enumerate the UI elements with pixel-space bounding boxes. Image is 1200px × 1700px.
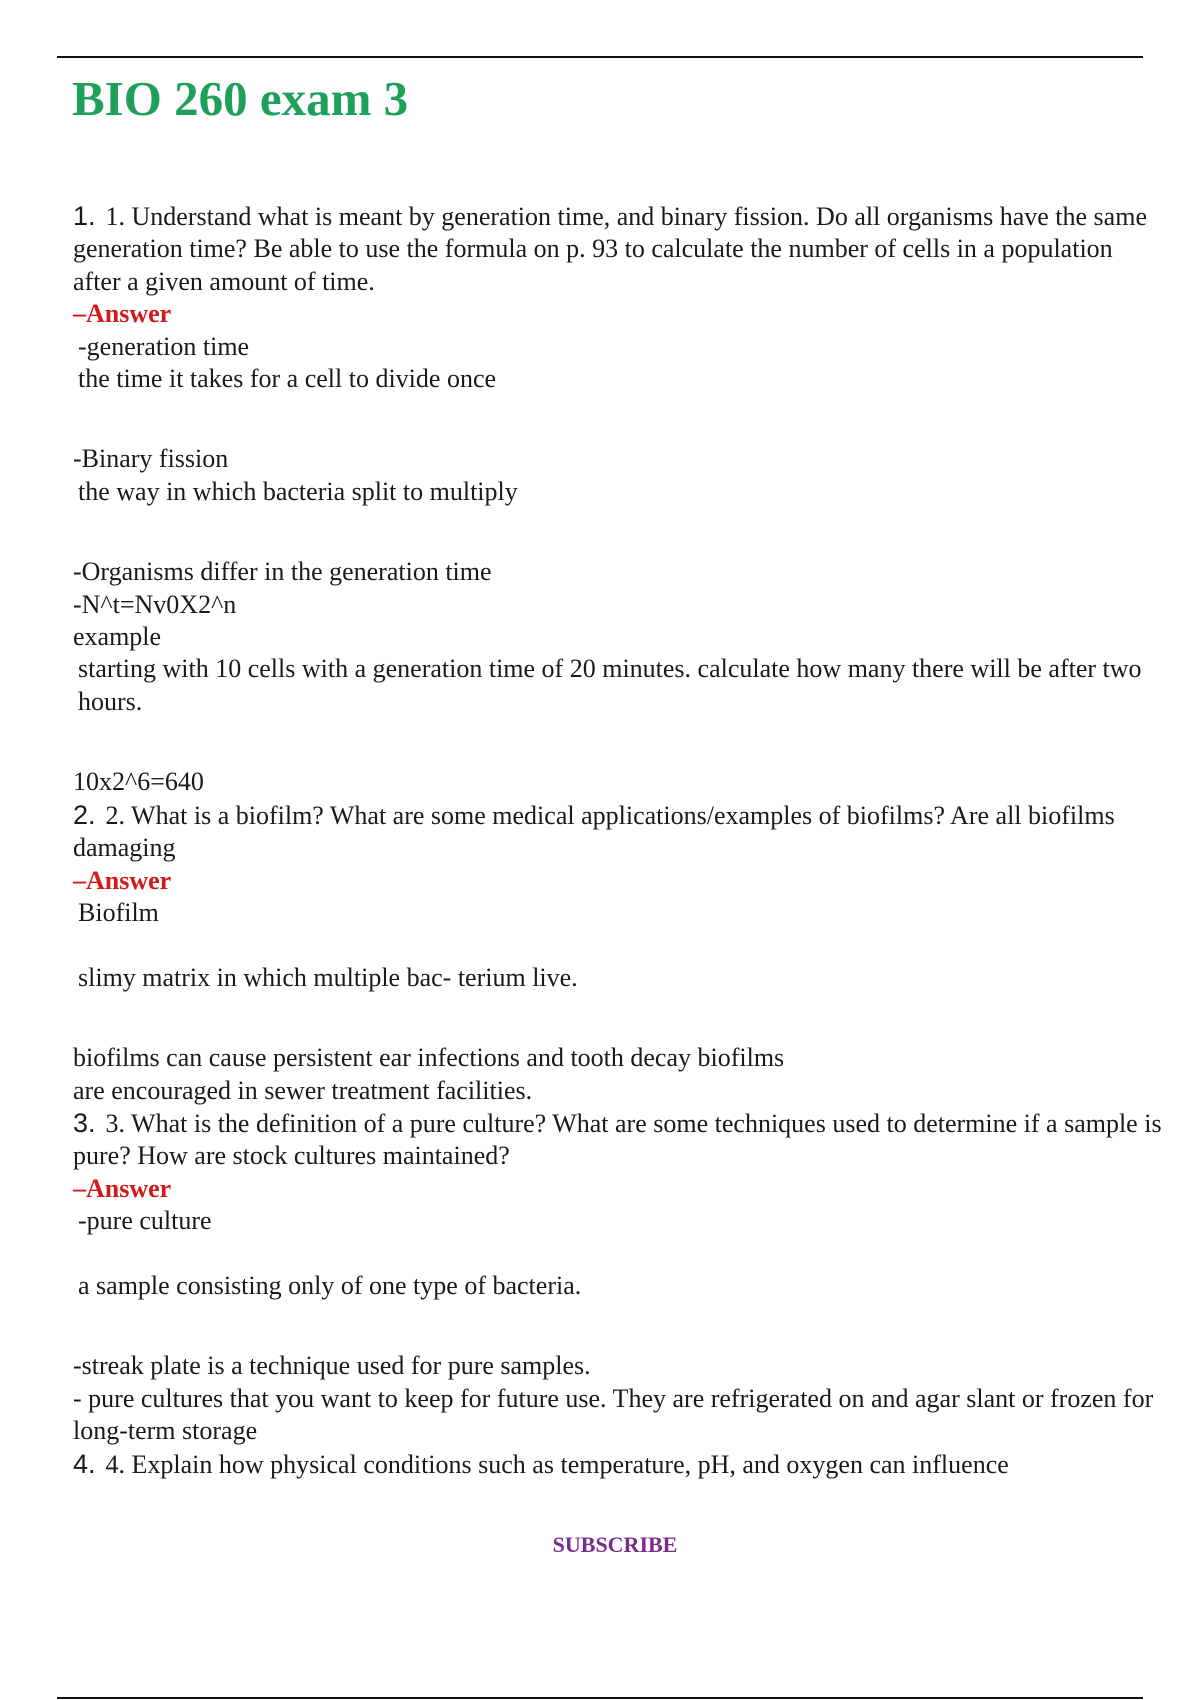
- page-title: BIO 260 exam 3: [72, 71, 409, 126]
- answer-line: - pure cultures that you want to keep for future use. They are refrigerated on and agar slant or frozen for long-term storage: [73, 1383, 1154, 1446]
- answer-line: the way in which bacteria split to multiply: [78, 476, 518, 506]
- question-3: [73, 1107, 1163, 1173]
- answer-line: biofilms can cause persistent ear infections and tooth decay biofilms: [73, 1043, 785, 1073]
- question-2: [73, 799, 1163, 865]
- bottom-rule: [57, 1697, 1143, 1699]
- question-prompt: 2. What is a biofilm? What are some medical applications/examples of biofilms? Are all biofilms damaging: [73, 800, 1115, 863]
- question-1: [73, 200, 1163, 298]
- answer-line: are encouraged in sewer treatment facilities.: [73, 1075, 533, 1105]
- question-number: 1.: [73, 201, 96, 231]
- answer-line: -pure culture: [78, 1206, 212, 1236]
- answer-label: –Answer: [73, 299, 172, 329]
- question-number: 4.: [73, 1448, 96, 1479]
- question-prompt: 1. Understand what is meant by generation time, and binary fission. Do all organisms have the same generation time? Be able to use the formula on p. 93 to calculate the number of cells in a population after a given amount of time.: [73, 202, 1147, 296]
- answer-line: 10x2^6=640: [73, 767, 204, 797]
- answer-line: -generation time: [78, 331, 250, 361]
- question-prompt: 3. What is the definition of a pure culture? What are some techniques used to determine if a sample is pure? How are stock cultures maintained?: [73, 1108, 1162, 1171]
- answer-label: –Answer: [73, 1173, 172, 1203]
- answer-line: example: [73, 622, 162, 652]
- question-prompt: 4. Explain how physical conditions such as temperature, pH, and oxygen can influence: [105, 1449, 1009, 1479]
- question-number: 3.: [73, 1107, 96, 1138]
- top-rule: [57, 56, 1143, 58]
- answer-label: –Answer: [73, 865, 172, 895]
- question-number: 2.: [73, 799, 96, 830]
- document-body: [73, 200, 1163, 1481]
- answer-line: a sample consisting only of one type of bacteria.: [78, 1270, 582, 1300]
- answer-line: -Organisms differ in the generation time: [73, 557, 492, 587]
- answer-line: Biofilm: [78, 897, 159, 927]
- question-4: [73, 1448, 1163, 1481]
- answer-line: starting with 10 cells with a generation time of 20 minutes. calculate how many there will be after two hours.: [78, 654, 1142, 716]
- subscribe-link[interactable]: SUBSCRIBE: [552, 1532, 678, 1557]
- answer-line: slimy matrix in which multiple bac- terium live.: [78, 962, 578, 992]
- answer-line: -Binary fission: [73, 444, 229, 474]
- answer-line: the time it takes for a cell to divide once: [78, 364, 497, 394]
- answer-line: -streak plate is a technique used for pure samples.: [73, 1351, 591, 1381]
- answer-line: -N^t=Nv0X2^n: [73, 589, 237, 619]
